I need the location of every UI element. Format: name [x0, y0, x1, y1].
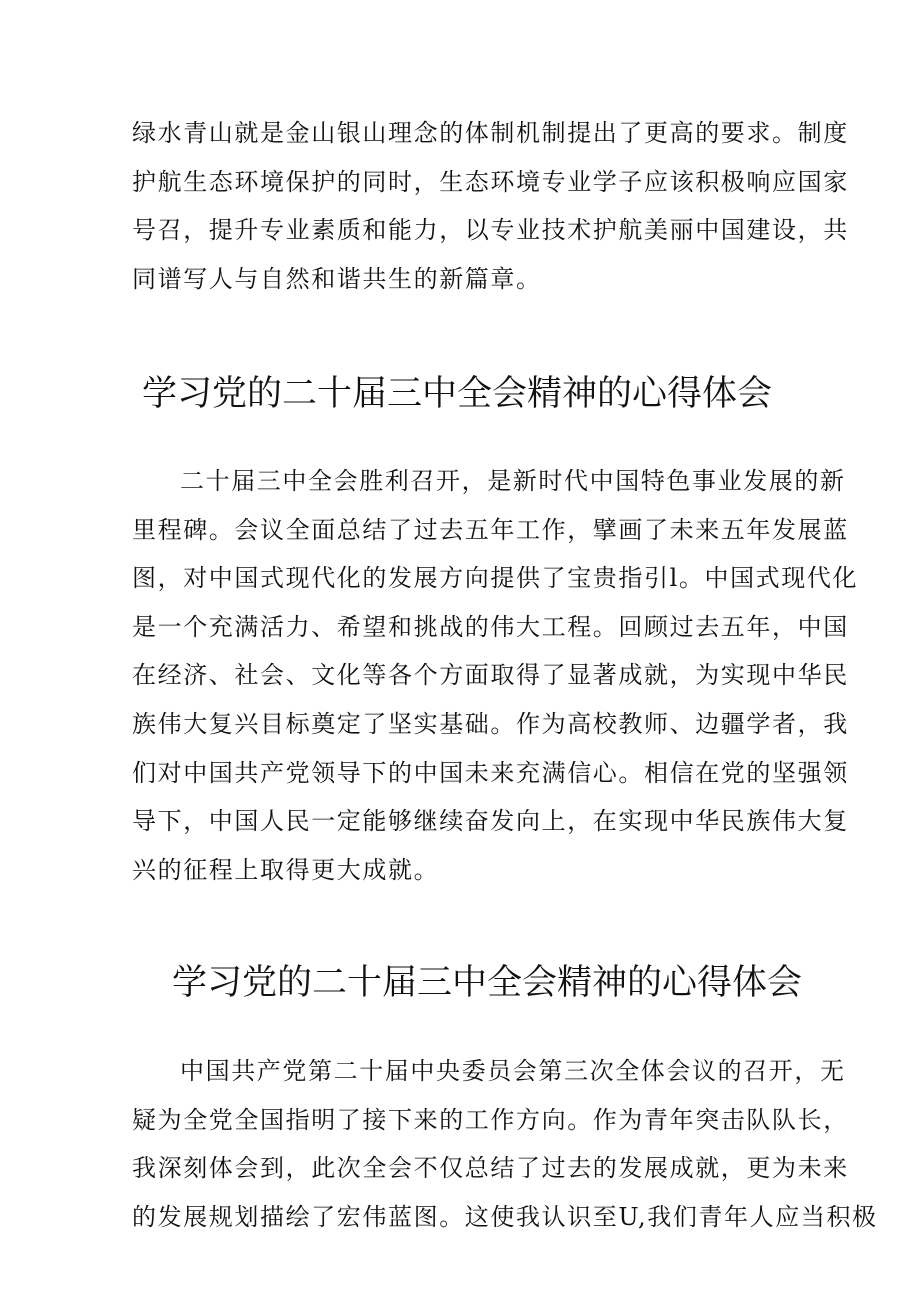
section-heading-2: 学习党的二十届三中全会精神的心得体会: [172, 963, 803, 1003]
paragraph-line: 图，对中国式现代化的发展方向提供了宝贵指引l。中国式现代化: [132, 564, 859, 593]
paragraph-line: 同谱写人与自然和谐共生的新篇章。: [132, 264, 542, 293]
paragraph-line: 里程碑。会议全面总结了过去五年工作，擘画了未来五年发展蓝: [132, 515, 849, 544]
paragraph-line: 是一个充满活力、希望和挑战的伟大工程。回顾过去五年，中国: [132, 612, 849, 641]
paragraph-line: 的发展规划描绘了宏伟蓝图。这使我认识至U,我们青年人应当积极: [132, 1202, 878, 1231]
paragraph-line: 护航生态环境保护的同时，生态环境专业学子应该积极响应国家: [132, 167, 849, 196]
paragraph-1: [132, 109, 849, 303]
paragraph-line: 二十届三中全会胜利召开，是新时代中国特色事业发展的新: [180, 467, 846, 495]
paragraph-line: 疑为全党全国指明了接下来的工作方向。作为青年突击队队长，: [132, 1105, 849, 1134]
paragraph-line: 族伟大复兴目标奠定了坚实基础。作为高校教师、边疆学者，我: [132, 709, 849, 738]
paragraph-2: [132, 457, 859, 894]
paragraph-3: [132, 1047, 878, 1241]
section-heading-1: 学习党的二十届三中全会精神的心得体会: [142, 374, 773, 414]
paragraph-line: 我深刻体会到，此次全会不仅总结了过去的发展成就，更为未来: [132, 1154, 849, 1183]
paragraph-line: 们对中国共产党领导下的中国未来充满信心。相信在党的坚强领: [132, 758, 849, 787]
paragraph-line: 在经济、社会、文化等各个方面取得了显著成就，为实现中华民: [132, 661, 849, 690]
paragraph-line: 号召，提升专业素质和能力，以专业技术护航美丽中国建设，共: [132, 216, 849, 245]
paragraph-line: 兴的征程上取得更大成就。: [132, 855, 440, 884]
paragraph-line: 导下，中国人民一定能够继续奋发向上，在实现中华民族伟大复: [132, 807, 849, 836]
paragraph-line: 中国共产党第二十届中央委员会第三次全体会议的召开，无: [180, 1057, 846, 1085]
paragraph-line: 绿水青山就是金山银山理念的体制机制提出了更高的要求。制度: [132, 119, 849, 147]
